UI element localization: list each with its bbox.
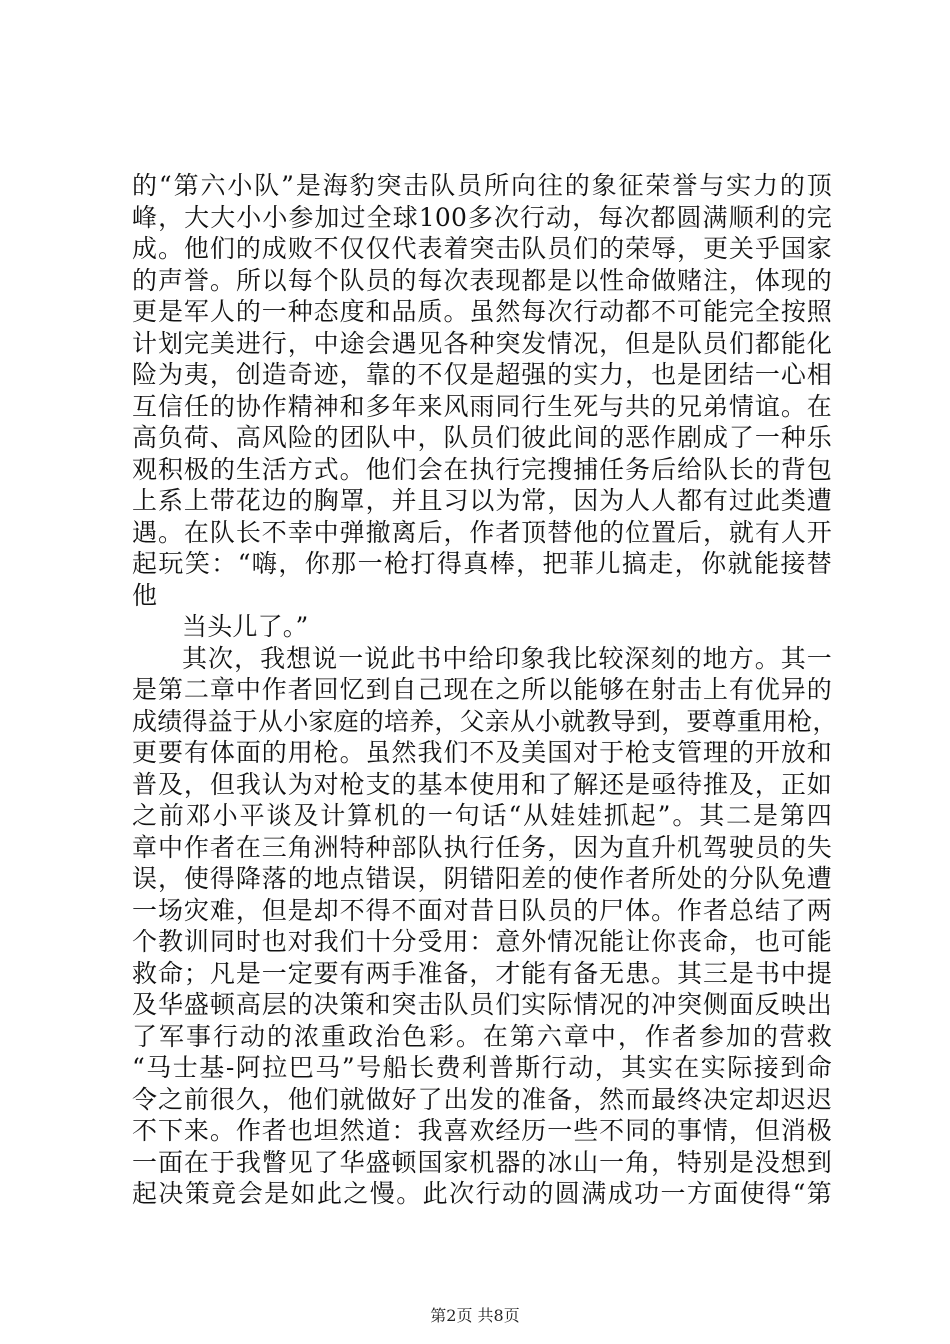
page-footer <box>0 1303 950 1326</box>
text-line: 互信任的协作精神和多年来风雨同行生死与共的兄弟情谊。在 <box>132 391 832 421</box>
text-line: 他 <box>132 580 158 610</box>
text-line: 更是军人的一种态度和品质。虽然每次行动都不可能完全按照 <box>132 297 832 326</box>
body-text <box>132 170 838 1210</box>
text-line: “马士基-阿拉巴马”号船长费利普斯行动，其实在实际接到命 <box>132 1053 832 1082</box>
text-line: 之前邓小平谈及计算机的一句话“从娃娃抓起”。其二是第四 <box>132 801 832 830</box>
text-line: 起决策竟会是如此之慢。此次行动的圆满成功一方面使得“第 <box>132 1179 832 1208</box>
text-line: 误，使得降落的地点错误，阴错阳差的使作者所处的分队免遭 <box>132 864 832 893</box>
text-line: 章中作者在三角洲特种部队执行任务，因为直升机驾驶员的失 <box>132 832 832 862</box>
text-line: 及华盛顿高层的决策和突击队员们实际情况的冲突侧面反映出 <box>132 990 832 1019</box>
text-line: 的声誉。所以每个队员的每次表现都是以性命做赌注，体现的 <box>132 265 832 295</box>
text-line: 一场灾难，但是却不得不面对昔日队员的尸体。作者总结了两 <box>132 895 832 925</box>
text-line: 峰，大大小小参加过全球100多次行动，每次都圆满顺利的完 <box>132 202 832 232</box>
text-line: 救命；凡是一定要有两手准备，才能有备无患。其三是书中提 <box>132 958 832 988</box>
text-line: 成绩得益于从小家庭的培养，父亲从小就教导到，要尊重用枪， <box>132 706 838 736</box>
text-line: 普及，但我认为对枪支的基本使用和了解还是亟待推及，正如 <box>132 769 832 799</box>
text-line: 当头儿了。” <box>182 612 309 641</box>
text-line: 更要有体面的用枪。虽然我们不及美国对于枪支管理的开放和 <box>132 738 832 767</box>
paragraph-start-line: 其次，我想说一说此书中给印象我比较深刻的地方。其一 <box>182 643 832 673</box>
text-line: 成。他们的成败不仅仅代表着突击队员们的荣辱，更关乎国家 <box>132 234 832 263</box>
page-number-label: 第2页 共8页 <box>430 1306 520 1325</box>
text-line: 的“第六小队”是海豹突击队员所向往的象征荣誉与实力的顶 <box>132 171 832 200</box>
text-line: 个教训同时也对我们十分受用：意外情况能让你丧命，也可能 <box>132 927 832 956</box>
text-line: 观积极的生活方式。他们会在执行完搜捕任务后给队长的背包 <box>132 454 832 484</box>
text-line: 上系上带花边的胸罩，并且习以为常，因为人人都有过此类遭 <box>132 486 832 515</box>
text-line: 起玩笑：“嗨，你那一枪打得真棒，把菲儿搞走，你就能接替 <box>132 549 832 578</box>
text-line: 一面在于我瞥见了华盛顿国家机器的冰山一角，特别是没想到 <box>132 1147 832 1177</box>
text-line: 遇。在队长不幸中弹撤离后，作者顶替他的位置后，就有人开 <box>132 517 832 547</box>
text-line: 计划完美进行，中途会遇见各种突发情况，但是队员们都能化 <box>132 328 832 358</box>
text-line: 令之前很久，他们就做好了出发的准备，然而最终决定却迟迟 <box>132 1084 832 1114</box>
text-line: 险为夷，创造奇迹，靠的不仅是超强的实力，也是团结一心相 <box>132 360 832 389</box>
text-line: 了军事行动的浓重政治色彩。在第六章中，作者参加的营救 <box>132 1021 832 1051</box>
text-line: 不下来。作者也坦然道：我喜欢经历一些不同的事情，但消极 <box>132 1116 832 1145</box>
text-line: 高负荷、高风险的团队中，队员们彼此间的恶作剧成了一种乐 <box>132 423 832 452</box>
text-line: 是第二章中作者回忆到自己现在之所以能够在射击上有优异的 <box>132 675 832 704</box>
